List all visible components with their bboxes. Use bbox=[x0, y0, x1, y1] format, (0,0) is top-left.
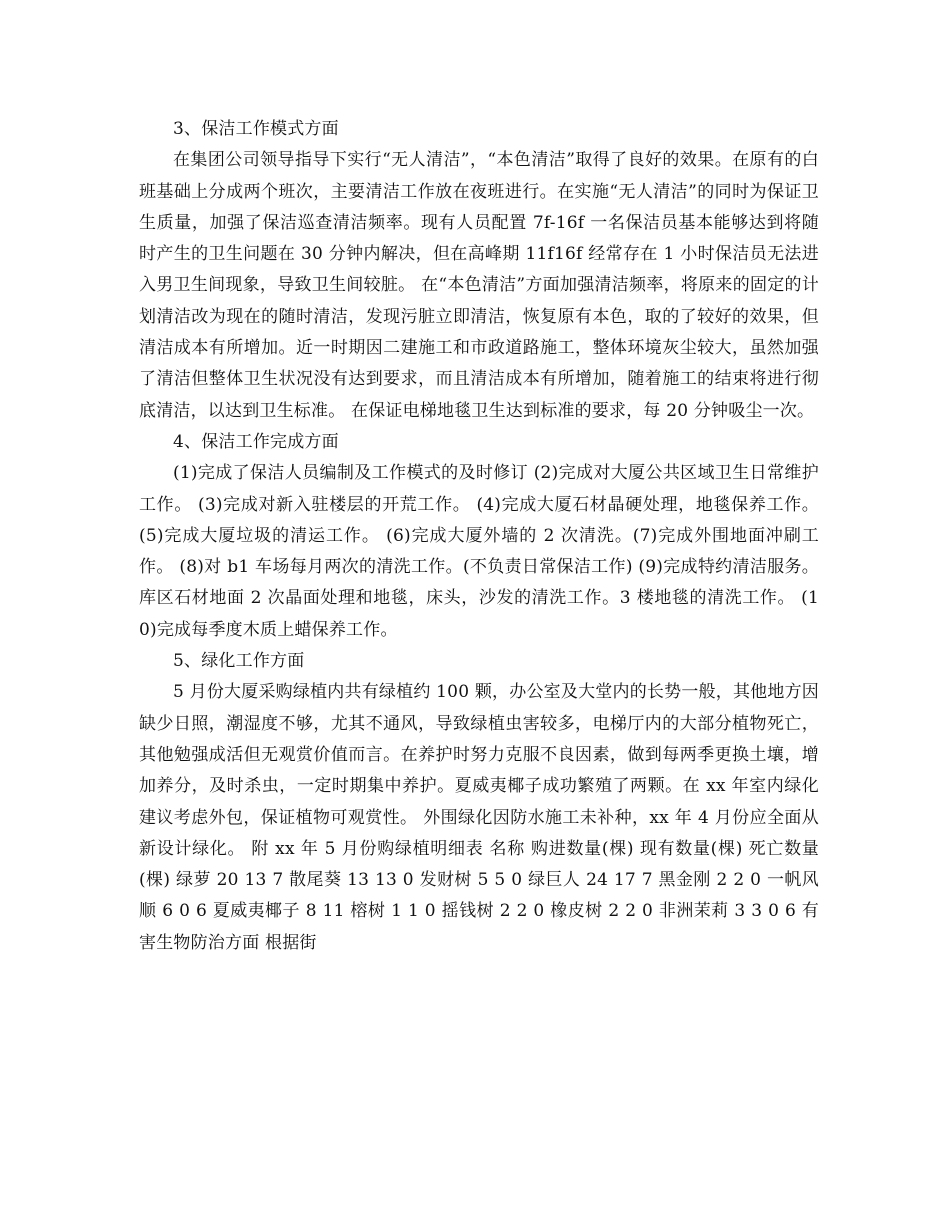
paragraph-greening: 5 月份大厦采购绿植内共有绿植约 100 颗，办公室及大堂内的长势一般，其他地方因缺少日照，潮湿度不够，尤其不通风，导致绿植虫害较多，电梯厅内的大部分植物死亡，其他勉强成活但无观赏价值而言。在养护时努力克服不良因素，做到每两季更换土壤，增加养分，及时杀虫，一定时期集中养护。夏威夷椰子成功繁殖了两颗。在 xx 年室内绿化建议考虑外包，保证植物可观赏性。 外围绿化因防水施工未补种，xx 年 4 月份应全面从新设计绿化。 附 xx 年 5 月份购绿植明细表 名称 购进数量(棵) 现有数量(棵) 死亡数量(棵) 绿萝 20 13 7 散尾葵 13 13 0 发财树 5 5 0 绿巨人 24 17 7 黑金刚 2 2 0 一帆风顺 6 0 6 夏威夷椰子 8 11 榕树 1 1 0 摇钱树 2 2 0 橡皮树 2 2 0 非洲茉莉 3 3 0 6 有害生物防治方面 根据街 bbox=[139, 682, 819, 953]
paragraph-cleaning-mode: 在集团公司领导指导下实行“无人清洁”，“本色清洁”取得了良好的效果。在原有的白班基础上分成两个班次，主要清洁工作放在夜班进行。在实施“无人清洁”的同时为保证卫生质量，加强了保洁巡查清洁频率。现有人员配置 7f-16f 一名保洁员基本能够达到将随时产生的卫生问题在 30 分钟内解决，但在高峰期 11f16f 经常存在 1 小时保洁员无法进入男卫生间现象，导致卫生间较脏。 在“本色清洁”方面加强清洁频率，将原来的固定的计划清洁改为现在的随时清洁，发现污脏立即清洁，恢复原有本色，取的了较好的效果，但清洁成本有所增加。近一时期因二建施工和市政道路施工，整体环境灰尘较大，虽然加强了清洁但整体卫生状况没有达到要求，而且清洁成本有所增加，随着施工的结束将进行彻底清洁，以达到卫生标准。 在保证电梯地毯卫生达到标准的要求，每 20 分钟吸尘一次。 bbox=[139, 150, 819, 421]
section-heading-greening: 5、绿化工作方面 bbox=[173, 651, 305, 672]
paragraph-cleaning-completed: (1)完成了保洁人员编制及工作模式的及时修订 (2)完成对大厦公共区域卫生日常维护工作。 (3)完成对新入驻楼层的开荒工作。 (4)完成大厦石材晶硬处理，地毯保养工作。 (5)完成大厦垃圾的清运工作。 (6)完成大厦外墙的 2 次清洗。(7)完成外围地面冲刷工作。 (8)对 b1 车场每月两次的清洗工作。(不负责日常保洁工作) (9)完成特约清洁服务。库区石材地面 2 次晶面处理和地毯，床头，沙发的清洗工作。3 楼地毯的清洗工作。 (10)完成每季度木质上蜡保养工作。 bbox=[139, 463, 819, 640]
section-heading-cleaning-mode: 3、保洁工作模式方面 bbox=[173, 119, 339, 139]
section-heading-cleaning-completed: 4、保洁工作完成方面 bbox=[173, 431, 339, 452]
document-body bbox=[139, 114, 819, 959]
